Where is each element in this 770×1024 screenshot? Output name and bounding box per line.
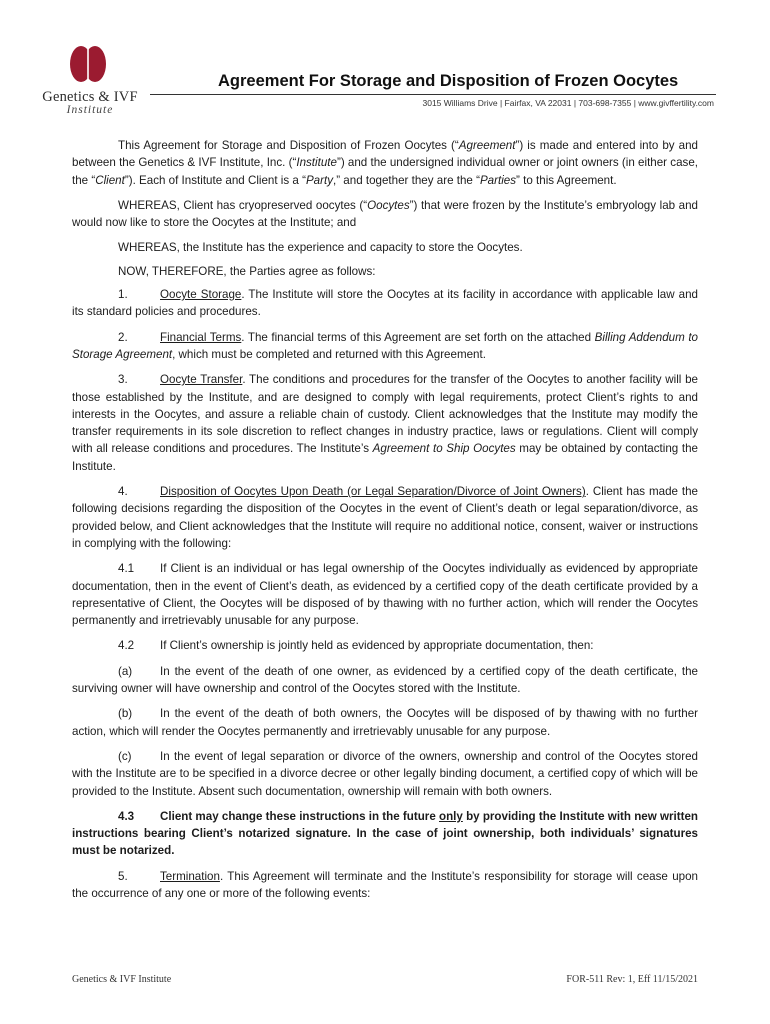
document-reference: Agreement to Ship Oocytes — [372, 442, 516, 456]
section-number: 4.1 — [118, 562, 135, 576]
section-3 — [72, 371, 698, 475]
section-number: 5. — [118, 869, 128, 883]
clause-text: In the event of the death of both owners, the Oocytes will be disposed of by thawing with no further action, which will render the Oocytes permanently and irretrievably unusable for any purpose. — [72, 707, 698, 738]
section-2 — [72, 329, 698, 364]
intro-paragraph — [72, 137, 698, 189]
section-text: . The conditions and procedures for the transfer of the Oocytes to another facility will be those established by the Institute, and are designed to comply with legal requirements, protect Client’s rights to and interests in the Oocytes, and assure a reliable chain of custody. Client acknowledges that the Institute may modify the transfer requirements in its sole discretion to reflect changes in industry practice, laws or regulations. Client will comply with all release conditions and procedures. The Institute’s — [72, 373, 698, 456]
section-text: . Client has made the following decisions regarding the disposition of the Oocytes in the event of Client’s death or legal separation/divorce, as provided below, and Client acknowledges that the Institute will require no additional notice, consent, waiver or instructions in complying with the following: — [72, 485, 698, 550]
section-number: 4.2 — [118, 639, 135, 653]
clause-a — [72, 663, 698, 698]
section-text: . The Institute will store the Oocytes at its facility in accordance with applicable law and its standard policies and procedures. — [72, 288, 698, 319]
defined-term: Oocytes — [367, 198, 410, 212]
whereas-text: ”) that were frozen by the Institute’s embryology lab and would now like to store the Oocytes at the Institute; and — [72, 198, 698, 230]
section-heading: Oocyte Transfer — [160, 373, 243, 387]
logo-mark-icon — [68, 44, 108, 84]
intro-text: ” to this Agreement. — [516, 173, 617, 187]
section-text: may be obtained by contacting the Institute. — [72, 442, 698, 473]
section-5 — [72, 868, 698, 903]
intro-text: This Agreement for Storage and Disposition of Frozen Oocytes (“ — [118, 139, 459, 152]
document-title: Agreement For Storage and Disposition of Frozen Oocytes — [218, 72, 679, 90]
footer-form-number: FOR-511 Rev: 1, Eff 11/15/2021 — [566, 974, 698, 985]
footer-organization: Genetics & IVF Institute — [72, 974, 172, 985]
clause-c — [72, 748, 698, 800]
defined-term: Agreement — [458, 139, 516, 152]
header-rule — [150, 94, 716, 95]
section-heading: Disposition of Oocytes Upon Death (or Legal Separation/Divorce of Joint Owners) — [160, 485, 586, 499]
section-1 — [72, 286, 698, 321]
section-number: 2. — [118, 330, 128, 344]
section-4-2 — [72, 637, 698, 654]
intro-text: ”) is made and entered into by and between the Genetics & IVF Institute, Inc. (“ — [72, 139, 698, 170]
whereas-paragraph-1 — [72, 197, 698, 232]
section-number: 4.3 — [118, 809, 135, 823]
section-text: . This Agreement will terminate and the Institute’s responsibility for storage will cease upon the occurrence of any one or more of the following events: — [72, 869, 698, 900]
section-4-1 — [72, 560, 698, 629]
section-heading: Oocyte Storage — [160, 288, 242, 302]
clause-number: (a) — [118, 664, 133, 678]
section-number: 4. — [118, 485, 128, 499]
section-text: If Client’s ownership is jointly held as evidenced by appropriate documentation, then: — [160, 639, 594, 653]
defined-term: Party — [305, 173, 333, 187]
whereas-paragraph-2: WHEREAS, the Institute has the experience and capacity to store the Oocytes. — [118, 241, 523, 255]
clause-b — [72, 705, 698, 740]
logo-subtitle: Institute — [66, 104, 114, 116]
intro-text: ”) and the undersigned individual owner or joint owners (in either case, the “ — [72, 156, 698, 187]
logo-name: Genetics & IVF — [42, 89, 138, 105]
whereas-text: WHEREAS, Client has cryopreserved oocytes (“ — [118, 198, 368, 212]
section-text: by providing the Institute with new written instructions bearing Client’s notarized signature. In the case of joint ownership, both individuals’ signatures must be notarized. — [72, 809, 698, 858]
clause-text: In the event of the death of one owner, as evidenced by a certified copy of the death certificate, the surviving owner will have ownership and control of the Oocytes stored with the Institute. — [72, 664, 698, 696]
section-heading: Financial Terms — [160, 330, 242, 344]
section-text: , which must be completed and returned with this Agreement. — [172, 347, 486, 361]
institute-address: 3015 Williams Drive | Fairfax, VA 22031 | 703-698-7355 | www.givffertility.com — [422, 98, 714, 108]
clause-text: In the event of legal separation or divorce of the owners, ownership and control of the Oocytes stored with the Institute are to be specified in a divorce decree or other legally binding document, a certified copy of which will be provided to the Institute. Absent such documentation, ownership will remain with both owners. — [72, 749, 698, 798]
section-4-3 — [72, 808, 698, 860]
section-number: 3. — [118, 373, 128, 387]
intro-text: ”). Each of Institute and Client is a “ — [124, 173, 306, 187]
clause-number: (c) — [118, 749, 132, 763]
logo-divider — [87, 46, 89, 82]
section-heading: Termination — [160, 869, 220, 883]
section-number: 1. — [118, 288, 128, 302]
section-text: Client may change these instructions in the future — [160, 809, 439, 823]
defined-term: Client — [95, 173, 125, 187]
section-4 — [72, 483, 698, 552]
emphasis-word: only — [439, 809, 463, 823]
defined-term: Parties — [479, 173, 517, 187]
section-text: . The financial terms of this Agreement are set forth on the attached — [241, 330, 595, 344]
now-therefore-paragraph: NOW, THEREFORE, the Parties agree as follows: — [118, 264, 376, 278]
document-reference: Billing Addendum to Storage Agreement — [72, 330, 698, 361]
company-logo — [34, 44, 146, 120]
agreement-body — [72, 137, 698, 910]
intro-text: ,” and together they are the “ — [333, 173, 480, 187]
section-text: If Client is an individual or has legal ownership of the Oocytes individually as evidenced by appropriate documentation, then in the event of Client’s death, as evidenced by a certified copy of the death certificate provided by a representative of Client, the Oocytes will be disposed of by thawing with no further action, which will render the Oocytes permanently and irretrievably unusable for any purpose. — [72, 562, 698, 628]
defined-term: Institute — [296, 156, 337, 170]
clause-number: (b) — [118, 707, 133, 721]
